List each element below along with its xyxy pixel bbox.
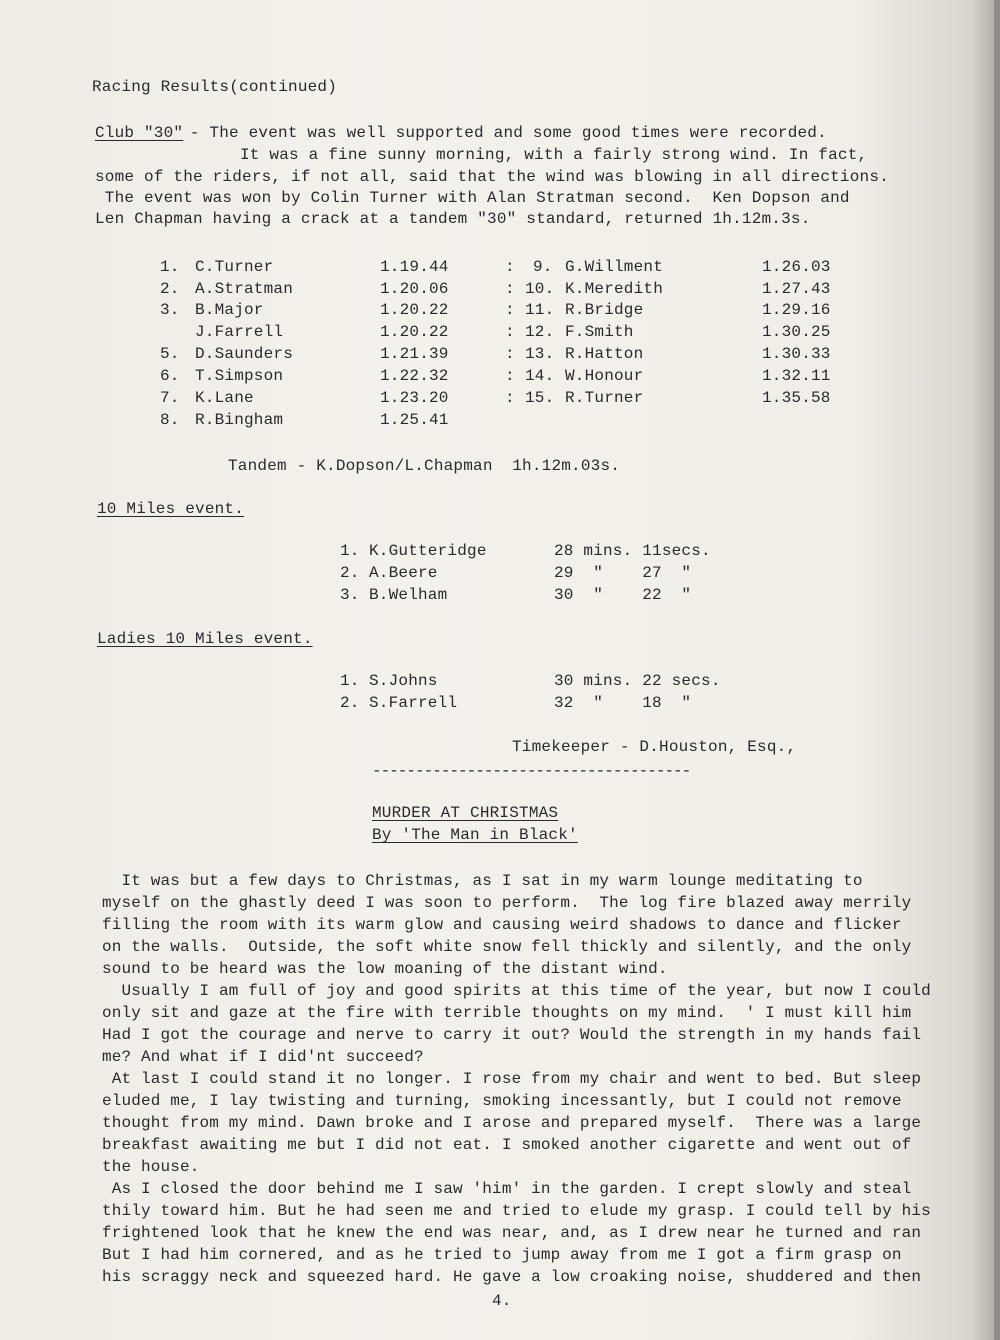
result-name: T.Simpson bbox=[195, 367, 284, 385]
story-line: Had I got the courage and nerve to carry it out? Would the strength in my hands fail bbox=[102, 1026, 922, 1044]
result-pos: 14. bbox=[525, 367, 555, 385]
result-time: 28 mins. 11secs. bbox=[554, 542, 711, 560]
result-time: 1.27.43 bbox=[762, 280, 831, 298]
story-title: MURDER AT CHRISTMAS bbox=[372, 804, 559, 822]
result-time: 30 mins. 22 secs. bbox=[554, 672, 721, 690]
story-line: Usually I am full of joy and good spirits at this time of the year, but now I could bbox=[102, 982, 931, 1000]
result-pos: 8. bbox=[160, 411, 180, 429]
result-name: S.Farrell bbox=[369, 694, 458, 712]
result-pos: 1. bbox=[340, 672, 360, 690]
club30-intro-line: It was a fine sunny morning, with a fairly strong wind. In fact, bbox=[240, 146, 868, 164]
club30-intro-line: Len Chapman having a crack at a tandem "30" standard, returned 1h.12m.3s. bbox=[95, 210, 811, 228]
story-line: breakfast awaiting me but I did not eat. I smoked another cigarette and went out of bbox=[102, 1136, 912, 1154]
story-line: frightened look that he knew the end was near, and, as I drew near he turned and ran bbox=[102, 1224, 922, 1242]
column-separator: : bbox=[505, 280, 515, 298]
result-pos: 15. bbox=[525, 389, 555, 407]
result-time: 1.20.22 bbox=[380, 301, 449, 319]
section-divider: ------------------------------------- bbox=[372, 762, 691, 780]
story-line: only sit and gaze at the fire with terrible thoughts on my mind. ' I must kill him bbox=[102, 1004, 912, 1022]
column-separator: : bbox=[505, 258, 515, 276]
column-separator: : bbox=[505, 301, 515, 319]
result-pos: 2. bbox=[340, 564, 360, 582]
club30-intro-line: - The event was well supported and some good times were recorded. bbox=[180, 124, 827, 142]
result-name: G.Willment bbox=[565, 258, 664, 276]
result-name: B.Welham bbox=[369, 586, 448, 604]
result-name: B.Major bbox=[195, 301, 264, 319]
story-line: the house. bbox=[102, 1158, 200, 1176]
story-line: his scraggy neck and squeezed hard. He gave a low croaking noise, shuddered and then bbox=[102, 1268, 922, 1286]
result-time: 1.30.25 bbox=[762, 323, 831, 341]
result-name: R.Turner bbox=[565, 389, 644, 407]
story-line: sound to be heard was the low moaning of the distant wind. bbox=[102, 960, 668, 978]
result-name: R.Bridge bbox=[565, 301, 644, 319]
result-name: A.Beere bbox=[369, 564, 438, 582]
club30-intro-line: The event was won by Colin Turner with Alan Stratman second. Ken Dopson and bbox=[95, 189, 850, 207]
result-pos: 9. bbox=[533, 258, 553, 276]
story-line: It was but a few days to Christmas, as I sat in my warm lounge meditating to bbox=[102, 872, 863, 890]
result-pos: 6. bbox=[160, 367, 180, 385]
column-separator: : bbox=[505, 367, 515, 385]
club30-heading: Club "30" bbox=[95, 124, 184, 142]
result-time: 30 " 22 " bbox=[554, 586, 692, 604]
result-time: 1.20.06 bbox=[380, 280, 449, 298]
story-line: At last I could stand it no longer. I rose from my chair and went to bed. But sleep bbox=[102, 1070, 922, 1088]
result-name: A.Stratman bbox=[195, 280, 294, 298]
result-pos: 12. bbox=[525, 323, 555, 341]
result-name: K.Lane bbox=[195, 389, 254, 407]
result-pos: 5. bbox=[160, 345, 180, 363]
story-line: on the walls. Outside, the soft white snow fell thickly and silently, and the only bbox=[102, 938, 912, 956]
story-line: filling the room with its warm glow and causing weird shadows to dance and flicker bbox=[102, 916, 902, 934]
ten-miles-heading: 10 Miles event. bbox=[97, 500, 245, 518]
result-time: 1.30.33 bbox=[762, 345, 831, 363]
result-pos: 2. bbox=[340, 694, 360, 712]
result-pos: 3. bbox=[160, 301, 180, 319]
result-name: W.Honour bbox=[565, 367, 644, 385]
result-pos: 10. bbox=[525, 280, 555, 298]
result-time: 32 " 18 " bbox=[554, 694, 692, 712]
result-name: F.Smith bbox=[565, 323, 634, 341]
page-number: 4. bbox=[492, 1292, 512, 1310]
story-line: As I closed the door behind me I saw 'him' in the garden. I crept slowly and steal bbox=[102, 1180, 912, 1198]
column-separator: : bbox=[505, 345, 515, 363]
timekeeper-line: Timekeeper - D.Houston, Esq., bbox=[512, 738, 797, 756]
result-time: 1.20.22 bbox=[380, 323, 449, 341]
result-name: R.Bingham bbox=[195, 411, 284, 429]
result-name: R.Hatton bbox=[565, 345, 644, 363]
ladies-heading: Ladies 10 Miles event. bbox=[97, 630, 313, 648]
result-time: 1.22.32 bbox=[380, 367, 449, 385]
result-time: 1.32.11 bbox=[762, 367, 831, 385]
story-line: But I had him cornered, and as he tried to jump away from me I got a firm grasp on bbox=[102, 1246, 902, 1264]
result-name: D.Saunders bbox=[195, 345, 294, 363]
result-time: 1.23.20 bbox=[380, 389, 449, 407]
page-edge bbox=[994, 0, 1000, 1340]
result-name: K.Meredith bbox=[565, 280, 664, 298]
result-pos: 1. bbox=[160, 258, 180, 276]
result-pos: 7. bbox=[160, 389, 180, 407]
story-line: eluded me, I lay twisting and turning, smoking incessantly, but I could not remove bbox=[102, 1092, 902, 1110]
story-line: me? And what if I did'nt succeed? bbox=[102, 1048, 424, 1066]
result-pos: 3. bbox=[340, 586, 360, 604]
result-time: 1.19.44 bbox=[380, 258, 449, 276]
result-name: S.Johns bbox=[369, 672, 438, 690]
result-name: J.Farrell bbox=[195, 323, 284, 341]
result-time: 1.35.58 bbox=[762, 389, 831, 407]
result-time: 1.26.03 bbox=[762, 258, 831, 276]
story-line: thought from my mind. Dawn broke and I arose and prepared myself. There was a large bbox=[102, 1114, 922, 1132]
tandem-result: Tandem - K.Dopson/L.Chapman 1h.12m.03s. bbox=[228, 457, 621, 475]
column-separator: : bbox=[505, 323, 515, 341]
result-pos: 2. bbox=[160, 280, 180, 298]
result-name: K.Gutteridge bbox=[369, 542, 487, 560]
result-time: 1.21.39 bbox=[380, 345, 449, 363]
story-line: thily toward him. But he had seen me and tried to elude my grasp. I could tell by his bbox=[102, 1202, 931, 1220]
club30-intro-line: some of the riders, if not all, said that the wind was blowing in all directions. bbox=[95, 168, 889, 186]
result-time: 1.29.16 bbox=[762, 301, 831, 319]
story-byline: By 'The Man in Black' bbox=[372, 826, 578, 844]
result-pos: 13. bbox=[525, 345, 555, 363]
result-time: 29 " 27 " bbox=[554, 564, 692, 582]
result-pos: 1. bbox=[340, 542, 360, 560]
result-name: C.Turner bbox=[195, 258, 274, 276]
column-separator: : bbox=[505, 389, 515, 407]
result-pos: 11. bbox=[525, 301, 555, 319]
story-line: myself on the ghastly deed I was soon to perform. The log fire blazed away merrily bbox=[102, 894, 912, 912]
page-header: Racing Results(continued) bbox=[92, 78, 338, 96]
result-time: 1.25.41 bbox=[380, 411, 449, 429]
